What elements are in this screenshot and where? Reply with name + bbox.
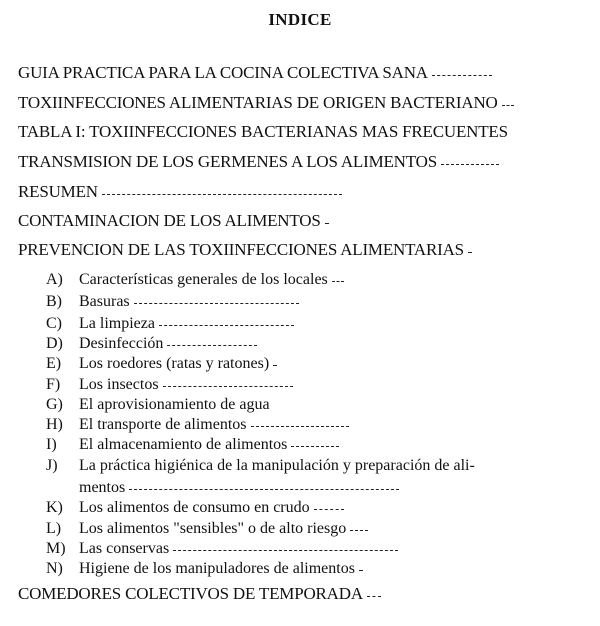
toc-entry-text: TABLA I: TOXIINFECCIONES BACTERIANAS MAS FRECUENTES	[18, 122, 508, 141]
toc-subentry-continuation	[79, 479, 399, 497]
toc-entry	[18, 240, 472, 260]
toc-entry	[18, 211, 329, 231]
toc-entry-text: TOXIINFECCIONES ALIMENTARIAS DE ORIGEN BACTERIANO	[18, 93, 498, 112]
toc-entry-text: PREVENCION DE LAS TOXIINFECCIONES ALIMENTARIAS	[18, 240, 464, 259]
toc-entry-text: COMEDORES COLECTIVOS DE TEMPORADA	[18, 584, 363, 603]
toc-entry	[18, 63, 492, 83]
toc-subentry	[46, 540, 398, 558]
toc-subentry	[46, 436, 339, 454]
subentry-text: Los alimentos de consumo en crudo	[79, 499, 310, 516]
toc-entry	[18, 93, 514, 113]
subentry-text: El almacenamiento de alimentos	[79, 436, 288, 453]
toc-entry	[18, 182, 342, 202]
dot-leader	[251, 426, 349, 427]
subentry-text: La práctica higiénica de la manipulación y preparación de ali-	[79, 457, 475, 474]
subentry-text: Higiene de los manipuladores de alimentos	[79, 560, 355, 577]
toc-entry-text: TRANSMISION DE LOS GERMENES A LOS ALIMENTOS	[18, 152, 437, 171]
index-title: INDICE	[268, 10, 332, 29]
subentry-text: Desinfección	[79, 335, 164, 352]
toc-subentry	[46, 376, 293, 394]
toc-entry	[18, 122, 508, 142]
subentry-text: La limpieza	[79, 315, 155, 332]
toc-subentry	[46, 520, 368, 538]
dot-leader	[332, 281, 344, 282]
subentry-text: Características generales de los locales	[79, 271, 328, 288]
subentry-text: El transporte de alimentos	[79, 416, 247, 433]
subentry-text: El aprovisionamiento de agua	[79, 396, 270, 413]
toc-subentry	[46, 416, 349, 434]
subentry-letter: B)	[46, 293, 62, 310]
subentry-letter: H)	[46, 416, 63, 433]
dot-leader	[129, 489, 399, 490]
dot-leader	[134, 303, 299, 304]
dot-leader	[441, 164, 499, 165]
dot-leader	[468, 252, 472, 253]
toc-subentry	[46, 293, 299, 311]
dot-leader	[359, 570, 363, 571]
toc-subentry	[46, 457, 475, 475]
subentry-text: Los alimentos "sensibles" o de alto riesgo	[79, 520, 347, 537]
dot-leader	[291, 446, 339, 447]
toc-subentry	[46, 396, 270, 414]
subentry-letter: C)	[46, 315, 62, 332]
subentry-text: Las conservas	[79, 540, 170, 557]
subentry-letter: F)	[46, 376, 61, 393]
toc-entry	[18, 152, 499, 172]
toc-subentry	[46, 499, 344, 517]
toc-subentry	[46, 271, 344, 289]
toc-subentry	[46, 335, 257, 353]
subentry-letter: J)	[46, 457, 58, 474]
subentry-letter: M)	[46, 540, 66, 557]
subentry-letter: I)	[46, 436, 57, 453]
subentry-text: mentos	[79, 479, 126, 496]
dot-leader	[167, 345, 257, 346]
toc-subentry	[46, 355, 277, 373]
toc-entry	[18, 584, 381, 604]
subentry-letter: D)	[46, 335, 63, 352]
dot-leader	[163, 386, 293, 387]
subentry-text: Los insectos	[79, 376, 159, 393]
dot-leader	[173, 550, 398, 551]
dot-leader	[273, 365, 277, 366]
dot-leader	[314, 509, 344, 510]
subentry-letter: K)	[46, 499, 63, 516]
subentry-letter: N)	[46, 560, 63, 577]
toc-entry-text: RESUMEN	[18, 182, 98, 201]
toc-entry-text: GUIA PRACTICA PARA LA COCINA COLECTIVA SANA	[18, 63, 428, 82]
subentry-letter: E)	[46, 355, 62, 372]
toc-subentry	[46, 560, 363, 578]
dot-leader	[350, 530, 368, 531]
subentry-letter: A)	[46, 271, 63, 288]
dot-leader	[502, 105, 514, 106]
dot-leader	[432, 75, 492, 76]
toc-subentry	[46, 315, 294, 333]
dot-leader	[159, 325, 294, 326]
toc-entry-text: CONTAMINACION DE LOS ALIMENTOS	[18, 211, 321, 230]
dot-leader	[367, 596, 381, 597]
subentry-text: Basuras	[79, 293, 130, 310]
dot-leader	[325, 223, 329, 224]
subentry-letter: G)	[46, 396, 63, 413]
subentry-text: Los roedores (ratas y ratones)	[79, 355, 270, 372]
subentry-letter: L)	[46, 520, 62, 537]
dot-leader	[102, 194, 342, 195]
